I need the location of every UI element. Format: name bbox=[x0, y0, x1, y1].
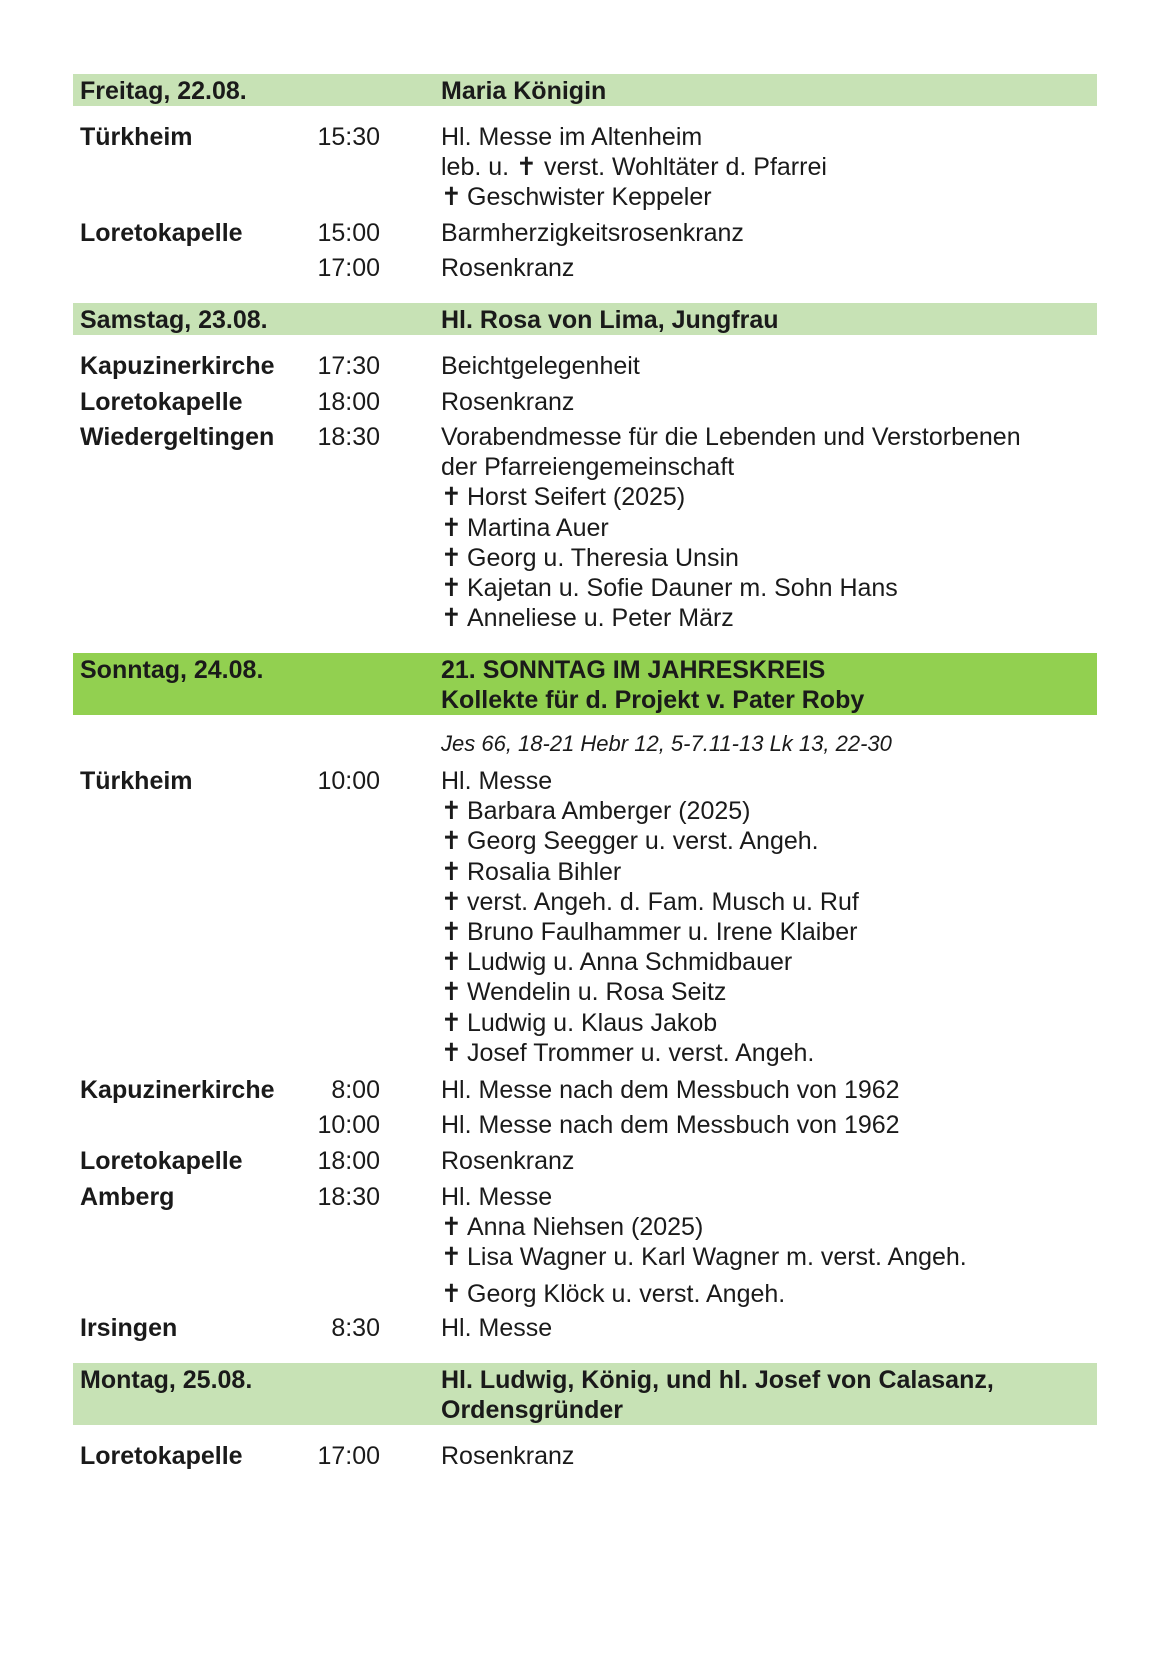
day-date: Sonntag, 24.08. bbox=[80, 656, 264, 684]
line-text: leb. u. ✝ verst. Wohltäter d. Pfarrei bbox=[441, 153, 827, 182]
line-text: Hl. Messe nach dem Messbuch von 1962 bbox=[441, 1111, 900, 1139]
line-text: Rosalia Bihler bbox=[467, 857, 622, 886]
cross-icon: ✝ bbox=[441, 1008, 462, 1037]
service-time: 17:00 bbox=[317, 1442, 380, 1470]
memorial-intention bbox=[441, 512, 609, 544]
cross-icon: ✝ bbox=[441, 1243, 462, 1272]
service-location: Kapuzinerkirche bbox=[80, 352, 275, 380]
cross-icon: ✝ bbox=[441, 513, 462, 542]
day-header-band bbox=[73, 1363, 1097, 1425]
service-time: 18:30 bbox=[317, 1183, 380, 1211]
cross-icon: ✝ bbox=[441, 1213, 462, 1242]
service-description bbox=[441, 1145, 574, 1177]
service-location: Amberg bbox=[80, 1183, 175, 1211]
line-text: Rosenkranz bbox=[441, 1442, 575, 1470]
feast-title: Maria Königin bbox=[441, 77, 607, 105]
service-time: 8:30 bbox=[331, 1314, 380, 1342]
line-text: Ludwig u. Klaus Jakob bbox=[467, 1008, 718, 1037]
service-time: 15:00 bbox=[317, 219, 380, 247]
cross-icon: ✝ bbox=[441, 978, 462, 1007]
cross-icon: ✝ bbox=[441, 887, 462, 916]
service-description bbox=[441, 350, 640, 382]
service-time: 18:30 bbox=[317, 423, 380, 451]
service-time: 10:00 bbox=[317, 1111, 380, 1139]
memorial-intention bbox=[441, 856, 621, 888]
line-text: Geschwister Keppeler bbox=[467, 183, 712, 212]
line-text: Anneliese u. Peter März bbox=[467, 604, 734, 633]
line-text: Hl. Messe bbox=[441, 1314, 553, 1342]
service-time: 17:30 bbox=[317, 352, 380, 380]
line-text: Hl. Messe im Altenheim bbox=[441, 123, 703, 151]
memorial-intention bbox=[441, 572, 898, 604]
cross-icon: ✝ bbox=[441, 857, 462, 886]
service-description bbox=[441, 1440, 574, 1472]
service-location: Loretokapelle bbox=[80, 219, 243, 247]
service-description bbox=[441, 1109, 900, 1141]
day-header-band bbox=[73, 303, 1097, 335]
feast-title: Kollekte für d. Projekt v. Pater Roby bbox=[441, 686, 865, 714]
service-location: Loretokapelle bbox=[80, 1147, 243, 1175]
cross-icon: ✝ bbox=[441, 483, 462, 512]
cross-icon: ✝ bbox=[441, 574, 462, 602]
service-description bbox=[441, 121, 702, 153]
memorial-intention bbox=[441, 976, 726, 1008]
day-date: Montag, 25.08. bbox=[80, 1366, 253, 1394]
memorial-intention bbox=[441, 1007, 717, 1039]
service-time: 18:00 bbox=[317, 1147, 380, 1175]
memorial-intention bbox=[441, 1211, 703, 1243]
memorial-intention bbox=[441, 1278, 785, 1310]
feast-title: 21. SONNTAG IM JAHRESKREIS bbox=[441, 656, 826, 684]
service-time: 10:00 bbox=[317, 767, 380, 795]
line-text: Beichtgelegenheit bbox=[441, 352, 640, 380]
service-location: Türkheim bbox=[80, 767, 193, 795]
service-location: Türkheim bbox=[80, 123, 193, 151]
line-text: Barmherzigkeitsrosenkranz bbox=[441, 219, 744, 247]
feast-title: Ordensgründer bbox=[441, 1396, 623, 1424]
memorial-intention bbox=[441, 946, 792, 978]
memorial-intention bbox=[441, 542, 739, 574]
line-text: Rosenkranz bbox=[441, 254, 575, 282]
line-text: Rosenkranz bbox=[441, 1147, 575, 1175]
cross-icon: ✝ bbox=[441, 1038, 462, 1067]
memorial-intention bbox=[441, 181, 712, 213]
line-text: Hl. Messe bbox=[441, 1183, 553, 1211]
service-time: 8:00 bbox=[331, 1076, 380, 1104]
memorial-intention bbox=[441, 1037, 814, 1069]
line-text: Georg Klöck u. verst. Angeh. bbox=[467, 1279, 786, 1308]
line-text: der Pfarreiengemeinschaft bbox=[441, 453, 735, 482]
line-text: Kajetan u. Sofie Dauner m. Sohn Hans bbox=[467, 574, 898, 602]
service-location: Irsingen bbox=[80, 1314, 178, 1342]
service-description bbox=[441, 386, 574, 418]
service-description bbox=[441, 421, 1021, 453]
service-location: Wiedergeltingen bbox=[80, 423, 275, 451]
cross-icon: ✝ bbox=[441, 604, 462, 633]
feast-title: Hl. Ludwig, König, und hl. Josef von Calasanz, bbox=[441, 1366, 994, 1394]
memorial-intention bbox=[441, 825, 819, 857]
service-description bbox=[441, 1181, 552, 1213]
line-text: Josef Trommer u. verst. Angeh. bbox=[467, 1038, 815, 1067]
line-text: Martina Auer bbox=[467, 513, 609, 542]
service-description bbox=[441, 217, 744, 249]
cross-icon: ✝ bbox=[441, 1279, 462, 1308]
line-text: Wendelin u. Rosa Seitz bbox=[467, 978, 727, 1007]
memorial-intention bbox=[441, 602, 734, 634]
cross-icon: ✝ bbox=[441, 543, 462, 572]
service-description bbox=[441, 1312, 552, 1344]
cross-icon: ✝ bbox=[441, 797, 462, 826]
line-text: Horst Seifert (2025) bbox=[467, 483, 686, 512]
cross-icon: ✝ bbox=[441, 827, 462, 856]
cross-icon: ✝ bbox=[441, 918, 462, 946]
day-date: Samstag, 23.08. bbox=[80, 306, 268, 334]
service-time: 17:00 bbox=[317, 254, 380, 282]
day-header-band bbox=[73, 74, 1097, 106]
day-date: Freitag, 22.08. bbox=[80, 77, 247, 105]
memorial-intention bbox=[441, 795, 750, 827]
line-text: Lisa Wagner u. Karl Wagner m. verst. Angeh. bbox=[467, 1243, 967, 1272]
memorial-intention bbox=[441, 886, 859, 918]
feast-title: Hl. Rosa von Lima, Jungfrau bbox=[441, 306, 779, 334]
line-text: Barbara Amberger (2025) bbox=[467, 797, 751, 826]
line-text: Hl. Messe bbox=[441, 767, 553, 795]
line-text: Georg u. Theresia Unsin bbox=[467, 543, 739, 572]
line-text: Anna Niehsen (2025) bbox=[467, 1213, 704, 1242]
memorial-intention bbox=[441, 481, 685, 513]
line-text: Georg Seegger u. verst. Angeh. bbox=[467, 827, 819, 856]
line-text: Hl. Messe nach dem Messbuch von 1962 bbox=[441, 1076, 900, 1104]
day-header-band bbox=[73, 653, 1097, 715]
line-text: Ludwig u. Anna Schmidbauer bbox=[467, 948, 793, 977]
line-text: Rosenkranz bbox=[441, 388, 575, 416]
service-description bbox=[441, 451, 734, 483]
service-location: Loretokapelle bbox=[80, 1442, 243, 1470]
cross-icon: ✝ bbox=[441, 183, 462, 212]
service-time: 15:30 bbox=[317, 123, 380, 151]
service-description bbox=[441, 765, 552, 797]
service-location: Kapuzinerkirche bbox=[80, 1076, 275, 1104]
service-time: 18:00 bbox=[317, 388, 380, 416]
memorial-intention bbox=[441, 916, 857, 948]
line-text: Vorabendmesse für die Lebenden und Verstorbenen bbox=[441, 423, 1021, 451]
service-location: Loretokapelle bbox=[80, 388, 243, 416]
cross-icon: ✝ bbox=[441, 948, 462, 977]
memorial-intention bbox=[441, 1241, 967, 1273]
service-description bbox=[441, 1074, 900, 1106]
service-description bbox=[441, 252, 574, 284]
service-description bbox=[441, 151, 827, 183]
scripture-readings: Jes 66, 18-21 Hebr 12, 5-7.11-13 Lk 13, 22-30 bbox=[441, 731, 892, 756]
line-text: Bruno Faulhammer u. Irene Klaiber bbox=[467, 918, 858, 946]
line-text: verst. Angeh. d. Fam. Musch u. Ruf bbox=[467, 887, 859, 916]
